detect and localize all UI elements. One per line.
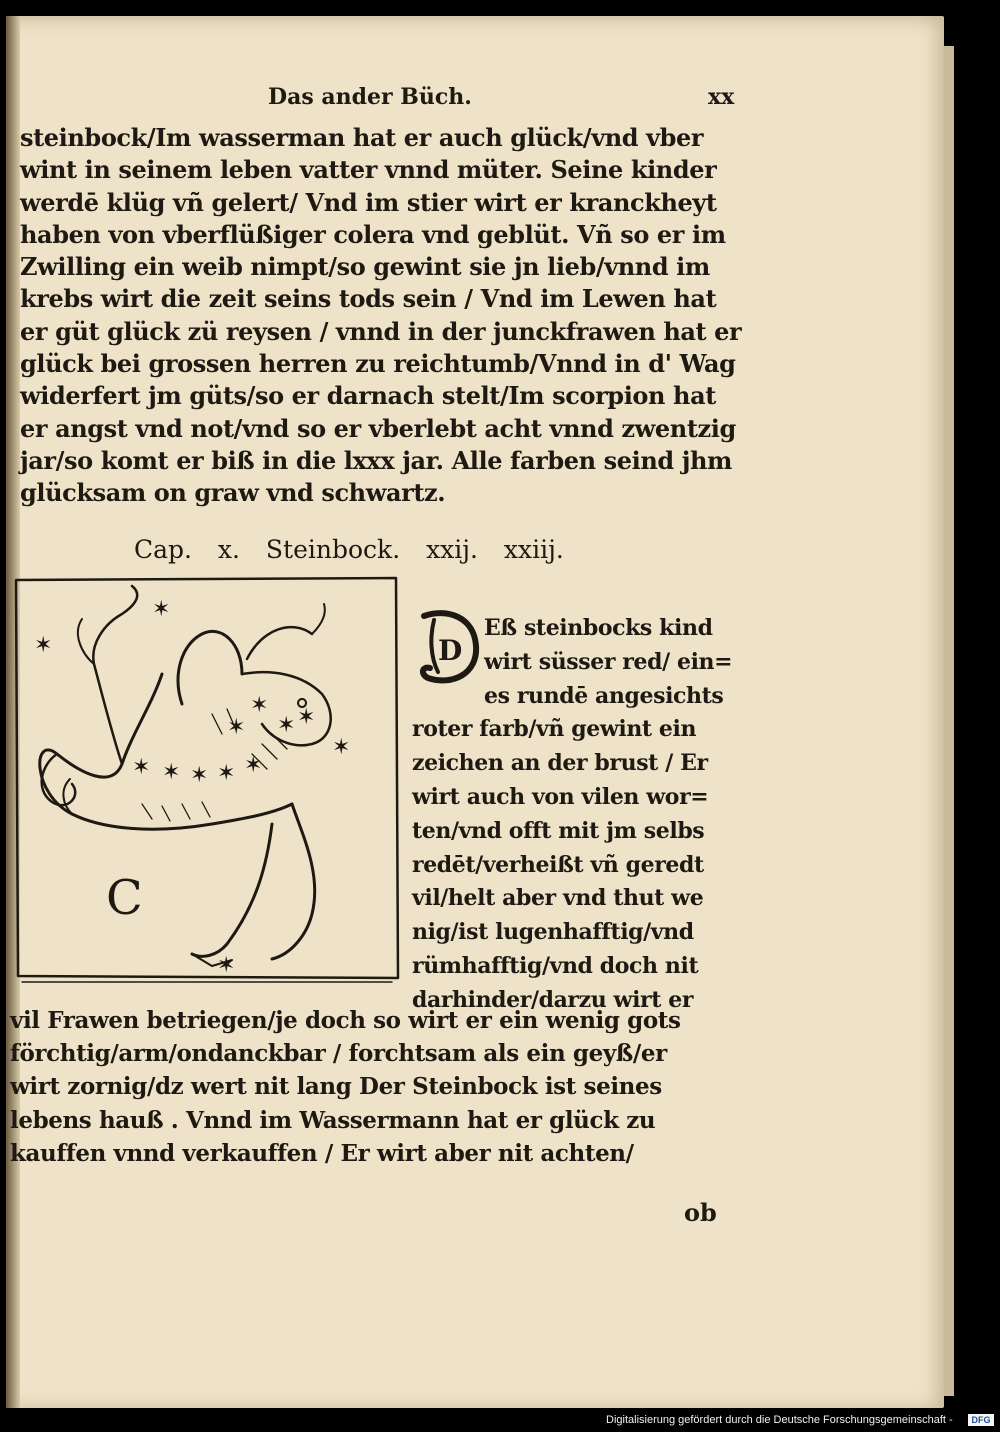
- text-line: ten/vnd offt mit jm selbs: [412, 817, 705, 844]
- text-line: widerfert jm güts/so er darnach stelt/Im scorpion hat: [20, 381, 716, 411]
- text-line: krebs wirt die zeit seins tods sein / Vnd im Lewen hat: [20, 284, 717, 314]
- text-line: zeichen an der brust / Er: [412, 750, 708, 777]
- dfg-logo: DFG: [968, 1414, 994, 1426]
- svg-text:✶: ✶: [162, 760, 181, 785]
- folio-number: xx: [708, 84, 735, 110]
- text-line: vil Frawen betriegen/je doch so wirt er ein wenig gots: [10, 1007, 681, 1034]
- text-line: er güt glück zü reysen / vnnd in der junckfrawen hat er: [20, 316, 742, 346]
- text-line: wirt süsser red/ ein=: [484, 648, 733, 675]
- page-edge: [944, 46, 954, 1396]
- text-line: haben von vberflüßiger colera vnd geblüt. Vñ so er im: [20, 219, 726, 249]
- text-line: glücksam on graw vnd schwartz.: [20, 478, 446, 508]
- text-line: wirt zornig/dz wert nit lang Der Steinbock ist seines: [10, 1073, 662, 1101]
- text-line: er angst vnd not/vnd so er vberlebt acht vnnd zwentzig: [20, 413, 736, 443]
- digitization-credit: Digitalisierung gefördert durch die Deutsche Forschungsgemeinschaft -: [606, 1414, 953, 1426]
- woodcut-glyph: C: [106, 870, 143, 926]
- svg-text:✶: ✶: [297, 705, 316, 730]
- body-text-top: [20, 122, 780, 510]
- catchword: ob: [684, 1198, 717, 1227]
- text-line: Zwilling ein weib nimpt/so gewint sie jn lieb/vnnd im: [20, 252, 710, 282]
- svg-text:✶: ✶: [132, 755, 151, 780]
- capricorn-woodcut: [12, 574, 400, 994]
- svg-text:✶: ✶: [190, 763, 209, 788]
- text-line: nig/ist lugenhafftig/vnd: [412, 919, 694, 946]
- text-line: Eß steinbocks kind: [484, 615, 713, 641]
- svg-text:✶: ✶: [217, 953, 236, 978]
- svg-text:✶: ✶: [217, 761, 236, 786]
- text-line: rümhafftig/vnd doch nit: [412, 952, 699, 979]
- svg-text:✶: ✶: [34, 633, 53, 658]
- svg-text:✶: ✶: [332, 735, 351, 760]
- svg-text:✶: ✶: [277, 713, 296, 738]
- text-line: redēt/verheißt vñ geredt: [412, 851, 704, 878]
- text-line: förchtig/arm/ondanckbar / forchtsam als ein geyß/er: [10, 1040, 667, 1068]
- svg-text:✶: ✶: [244, 753, 263, 778]
- chapter-heading: Cap. x. Steinbock. xxij. xxiij.: [134, 535, 564, 564]
- svg-text:✶: ✶: [250, 693, 269, 718]
- text-line: werdē klüg vñ gelert/ Vnd im stier wirt er kranckheyt: [20, 187, 717, 217]
- body-text-bottom: [10, 1004, 780, 1170]
- running-head: Das ander Büch.: [268, 84, 472, 110]
- drop-cap-letter: D: [438, 634, 463, 667]
- text-line: jar/so komt er biß in die lxxx jar. Alle farben seind jhm: [20, 445, 733, 475]
- text-line: es rundē angesichts: [484, 682, 724, 709]
- text-line: glück bei grossen herren zu reichtumb/Vnnd in d' Wag: [20, 349, 736, 379]
- body-text-side: [412, 612, 772, 1018]
- svg-text:✶: ✶: [152, 597, 171, 622]
- text-line: lebens hauß . Vnnd im Wassermann hat er glück zu: [10, 1106, 656, 1134]
- text-line: darhinder/darzu wirt er: [412, 986, 694, 1013]
- text-line: kauffen vnnd verkauffen / Er wirt aber nit achten/: [10, 1139, 634, 1167]
- text-line: roter farb/vñ gewint ein: [412, 716, 697, 743]
- svg-text:✶: ✶: [227, 715, 246, 740]
- text-line: wirt auch von vilen wor=: [412, 783, 709, 810]
- text-line: vil/helt aber vnd thut we: [412, 885, 704, 912]
- text-line: steinbock/Im wasserman hat er auch glück/vnd vber: [20, 123, 704, 152]
- text-line: wint in seinem leben vatter vnnd müter. Seine kinder: [20, 155, 717, 185]
